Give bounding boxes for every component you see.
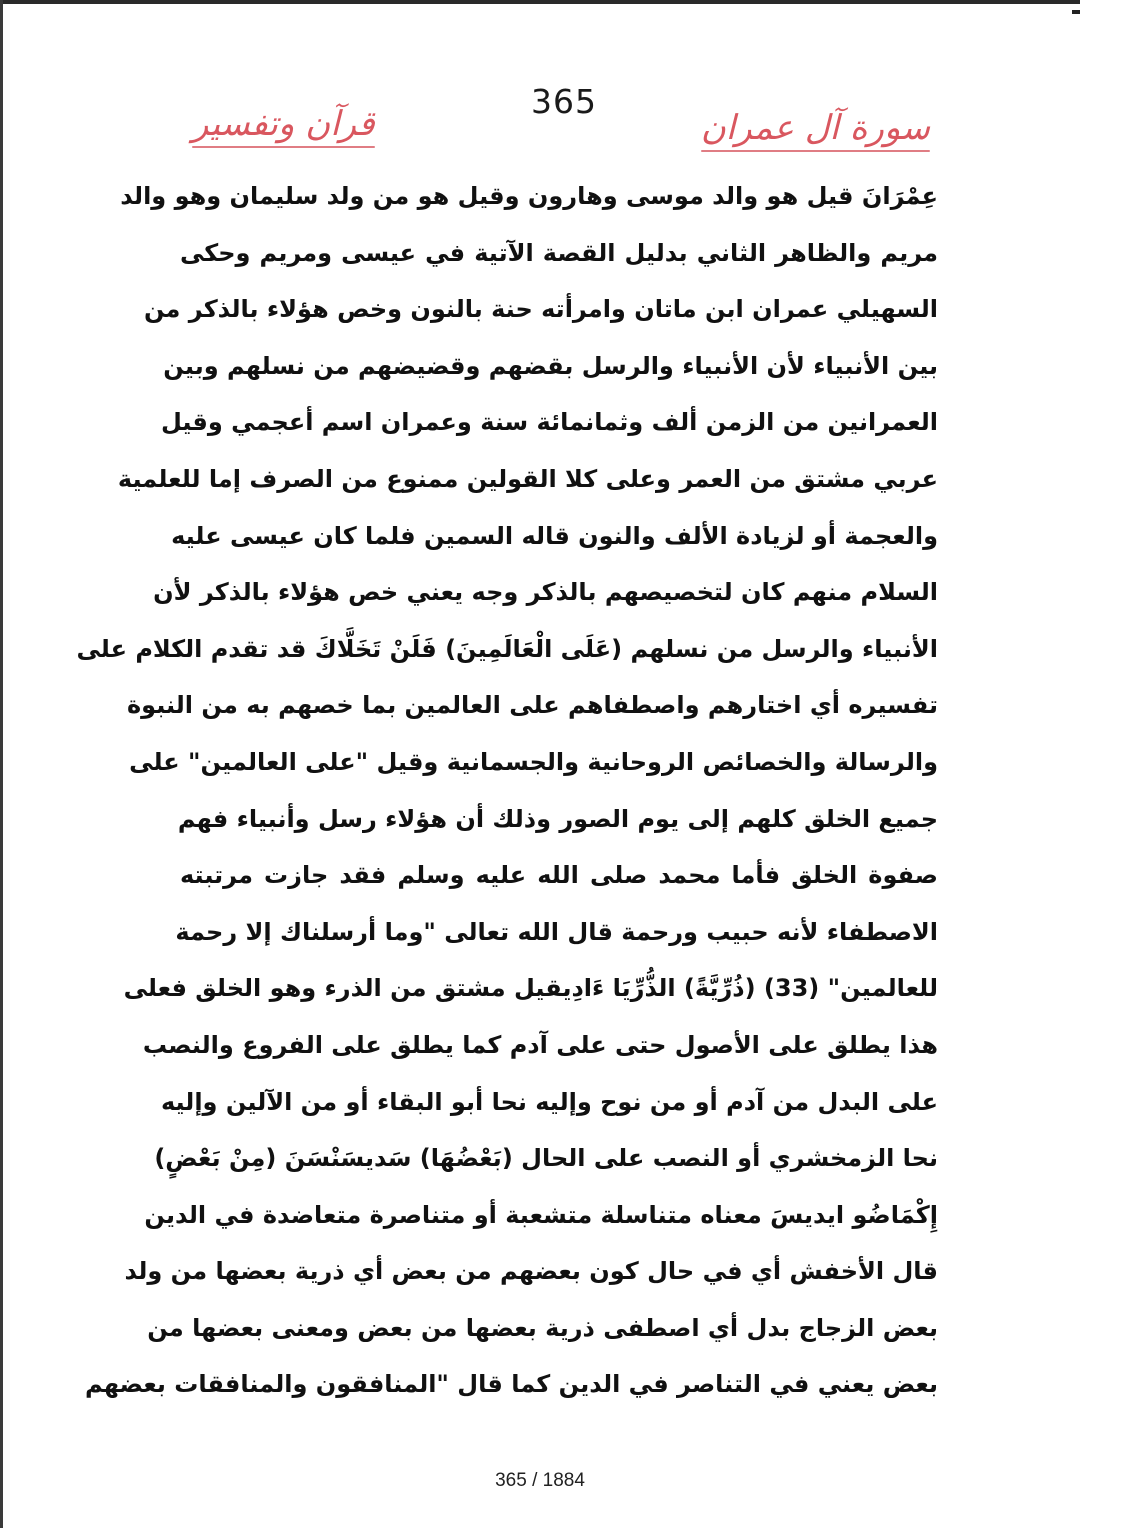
handwritten-margin-text: قرآن وتفسير (192, 104, 375, 144)
text-line: مريم والظاهر الثاني بدليل القصة الآتية في عيسى ومريم وحكى (180, 238, 938, 267)
text-line: السهيلي عمران ابن ماتان وامرأته حنة بالنون وخص هؤلاء بالذكر من (143, 295, 938, 324)
handwritten-surah-note (701, 108, 930, 152)
text-line: بعض الزجاج بدل أي اصطفى ذرية بعضها من بعض ومعنى بعضها من (147, 1313, 938, 1342)
text-line: صفوة الخلق فأما محمد صلى الله عليه وسلم فقد جازت مرتبته (180, 861, 938, 890)
text-line: الاصطفاء لأنه حبيب ورحمة قال الله تعالى "وما أرسلناك إلا رحمة (175, 917, 938, 946)
text-line: هذا يطلق على الأصول حتى على آدم كما يطلق على الفروع والنصب (142, 1030, 938, 1059)
text-line: إِكْمَاضُو ايديسَ معناه متناسلة متشعبة أو متناصرة متعاضدة في الدين (144, 1200, 938, 1229)
text-line: السلام منهم كان لتخصيصهم بالذكر وجه يعني خص هؤلاء بالذكر لأن (153, 578, 938, 607)
text-line: على البدل من آدم أو من نوح وإليه نحا أبو البقاء أو من الآلين وإليه (160, 1087, 938, 1116)
handwritten-underline (701, 150, 930, 152)
text-line: عربي مشتق من العمر وعلى كلا القولين ممنوع من الصرف إما للعلمية (117, 464, 938, 493)
text-line: نحا الزمخشري أو النصب على الحال (بَعْضُهَا) سَديسَنْسَنَ (مِنْ بَعْضٍ) (154, 1144, 938, 1173)
text-line: قال الأخفش أي في حال كون بعضهم من بعض أي ذرية بعضها من ولد (124, 1257, 938, 1286)
text-line: بعض يعني في التناصر في الدين كما قال "المنافقون والمنافقات بعضهم (85, 1370, 938, 1399)
page-body (76, 168, 938, 1413)
scan-top-edge (0, 0, 1080, 4)
text-line: والعجمة أو لزيادة الألف والنون قاله السمين فلما كان عيسى عليه (171, 521, 938, 550)
text-line: للعالمين" (33) (ذُرِّيَّةً) الذُّرِّيَا ءَادِيقيل مشتق من الذرء وهو الخلق فعلى (123, 974, 938, 1003)
text-line: العمرانين من الزمن ألف وثمانمائة سنة وعمران اسم أعجمي وقيل (160, 408, 938, 437)
text-line: جميع الخلق كلهم إلى يوم الصور وذلك أن هؤلاء رسل وأنبياء فهم (177, 804, 938, 833)
page-number: 365 (531, 82, 597, 121)
page-indicator: 365 / 1884 (495, 1470, 585, 1491)
text-line: عِمْرَانَ قيل هو والد موسى وهارون وقيل هو من ولد سليمان وهو والد (120, 182, 938, 210)
scan-left-edge (0, 0, 3, 1528)
text-line: الأنبياء والرسل من نسلهم (عَلَى الْعَالَمِينَ) فَلَنْ تَخَلَّاكَ قد تقدم الكلام على (76, 634, 938, 663)
handwritten-margin-note (192, 104, 375, 148)
text-line: تفسيره أي اختارهم واصطفاهم على العالمين بما خصهم به من النبوة (126, 691, 938, 720)
handwritten-underline (192, 146, 375, 148)
text-line: والرسالة والخصائص الروحانية والجسمانية وقيل "على العالمين" على (129, 747, 938, 776)
text-line: بين الأنبياء لأن الأنبياء والرسل بقضهم وقضيضهم من نسلهم وبين (163, 351, 938, 380)
scan-mark (1072, 10, 1080, 14)
handwritten-surah-text: سورة آل عمران (700, 108, 930, 148)
